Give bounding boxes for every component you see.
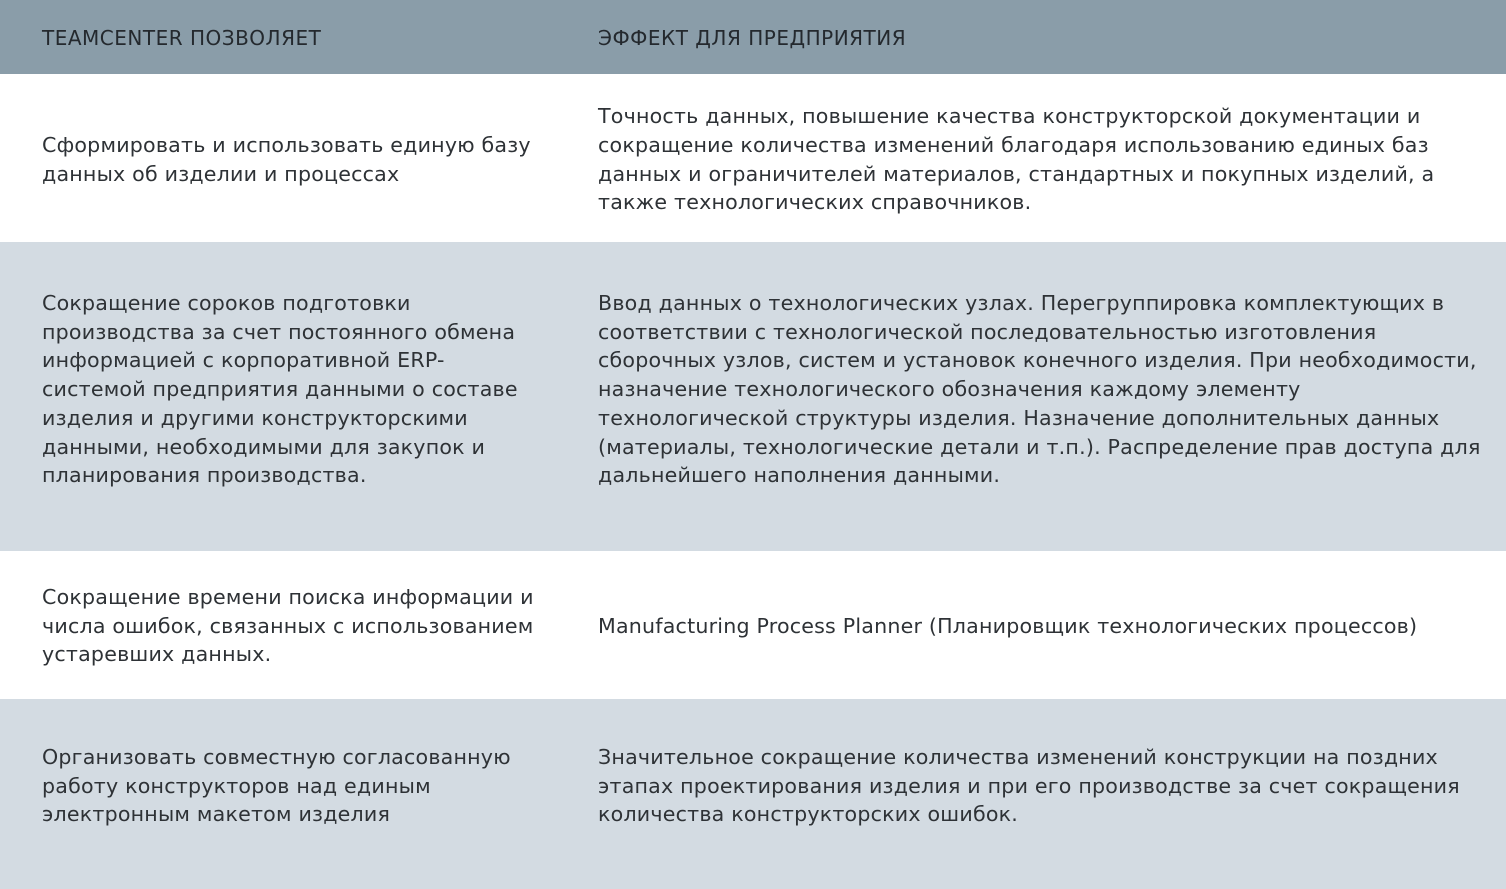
row-effect: Ввод данных о технологических узлах. Перегруппировка комплектующих в соответствии с технологической последовательностью изготовления сборочных узлов, систем и установок конечного изделия. При необходимости, назначение технологического обозначения каждому элементу технологической структуры изделия. Назначение дополнительных данных (материалы, технологические детали и т.п.). Распределение прав доступа для дальнейшего наполнения данными.: [598, 290, 1481, 488]
table-row: [0, 551, 1506, 699]
header-col-capabilities: TEAMCENTER ПОЗВОЛЯЕТ: [42, 26, 322, 50]
table-header: [0, 0, 1506, 74]
table-row: [0, 699, 1506, 889]
row-effect: Точность данных, повышение качества конструкторской документации и сокращение количества изменений благодаря использованию единых баз данных и ограничителей материалов, стандартных и покупных изделий, а также технологических справочников.: [598, 103, 1435, 215]
table-row: [0, 74, 1506, 242]
header-col-effect: ЭФФЕКТ ДЛЯ ПРЕДПРИЯТИЯ: [598, 26, 907, 50]
table-row: [0, 242, 1506, 551]
row-capability: Сокращение сороков подготовки производства за счет постоянного обмена информацией с корпоративной ERP-системой предприятия данными о составе изделия и другими конструкторскими данными, необходимыми для закупок и планирования производства.: [42, 290, 518, 488]
row-capability: Сокращение времени поиска информации и числа ошибок, связанных с использованием устаревших данных.: [42, 584, 534, 667]
row-effect: Значительное сокращение количества изменений конструкции на поздних этапах проектирования изделия и при его производстве за счет сокращения количества конструкторских ошибок.: [598, 744, 1460, 827]
row-capability: Организовать совместную согласованную работу конструкторов над единым электронным макетом изделия: [42, 744, 511, 827]
row-capability: Сформировать и использовать единую базу данных об изделии и процессах: [42, 132, 531, 186]
row-effect: Manufacturing Process Planner (Планировщик технологических процессов): [598, 613, 1418, 638]
